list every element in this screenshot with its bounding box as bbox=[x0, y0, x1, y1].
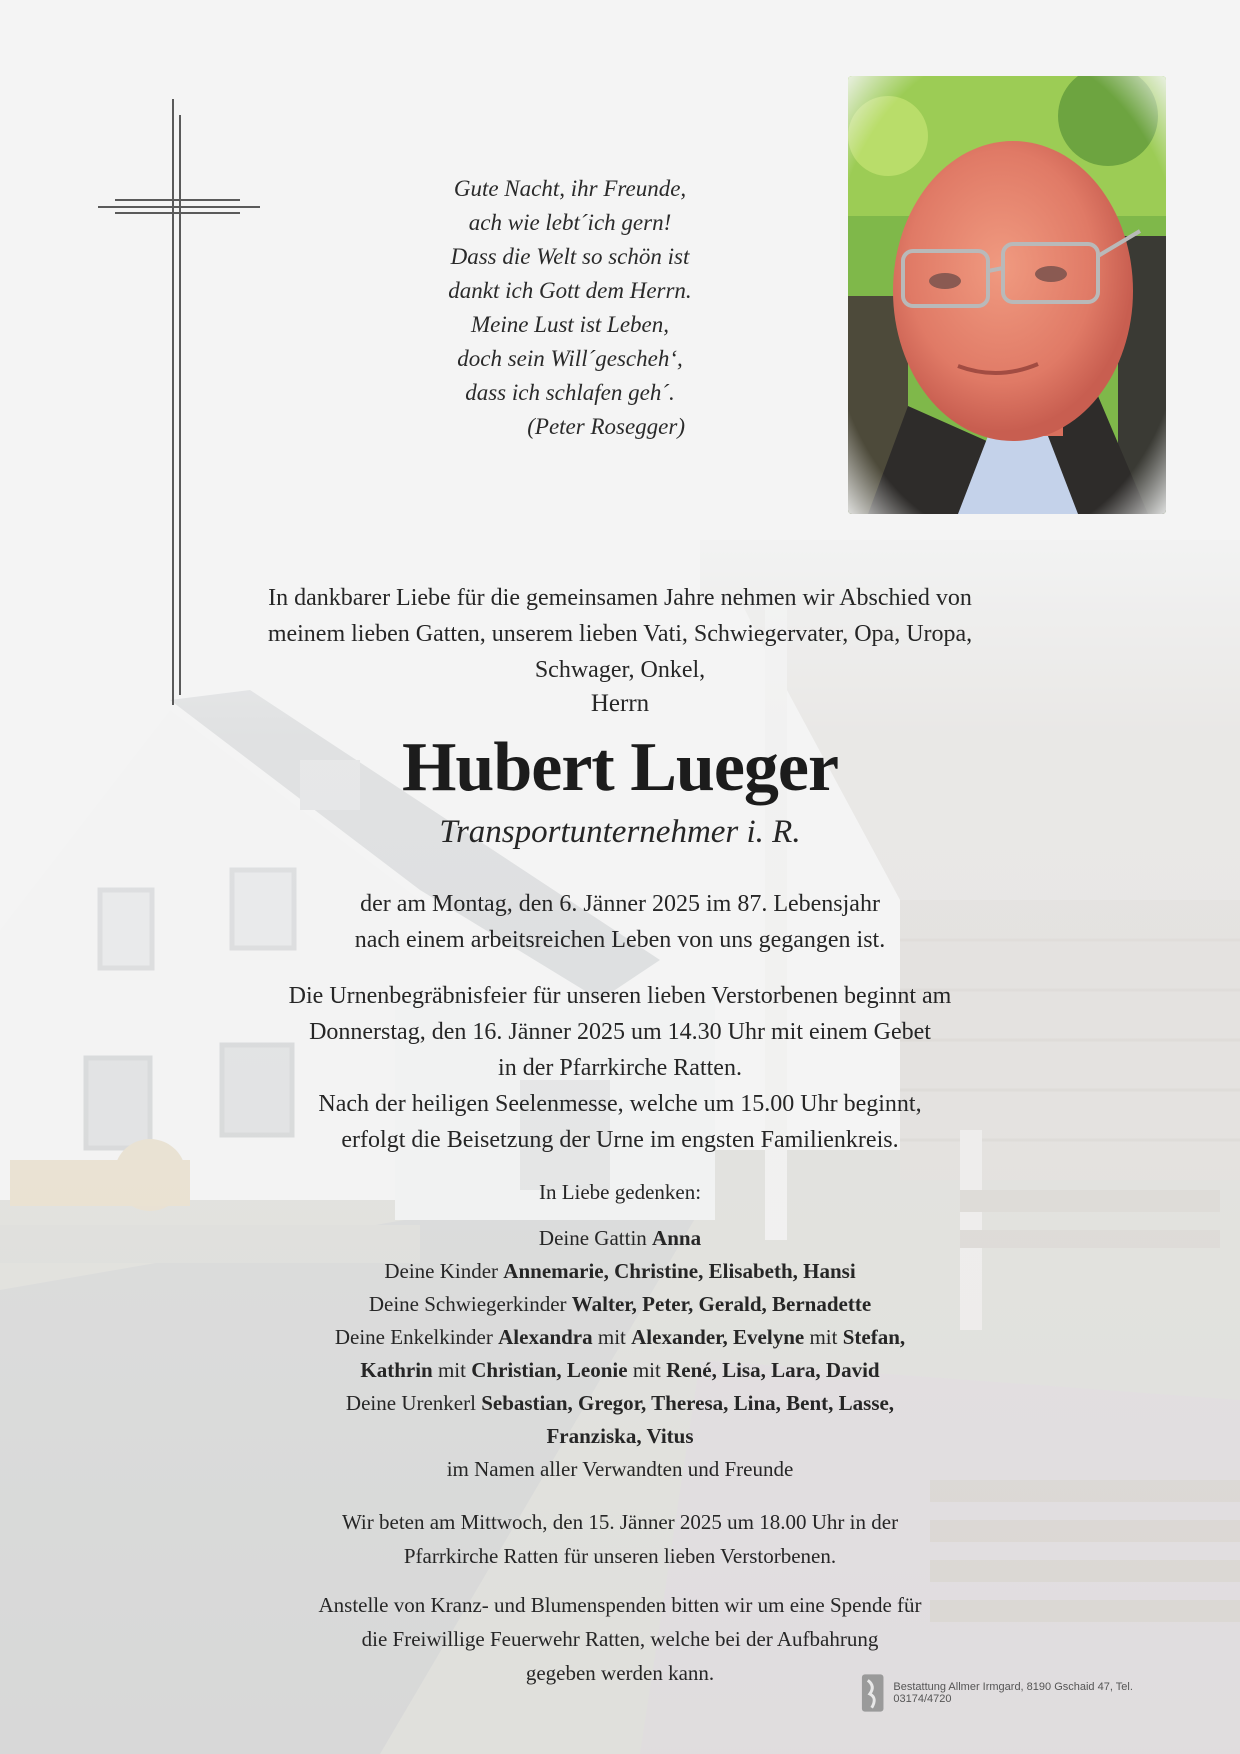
deceased-profession: Transportunternehmer i. R. bbox=[439, 814, 801, 850]
poem-line: Meine Lust ist Leben, bbox=[470, 312, 670, 337]
mourners-wife: Deine Gattin Anna bbox=[538, 1226, 702, 1250]
mourners-great-grandchildren: Deine Urenkerl Sebastian, Gregor, Theresa, Lina, Bent, Lasse, bbox=[345, 1391, 895, 1415]
prayer-line: Pfarrkirche Ratten für unseren lieben Verstorbenen. bbox=[403, 1544, 837, 1568]
mourners-grandchildren: Deine Enkelkinder Alexandra mit Alexander, Evelyne mit Stefan, bbox=[334, 1325, 906, 1349]
poem-line: Gute Nacht, ihr Freunde, bbox=[453, 176, 687, 201]
poem-line: dankt ich Gott dem Herrn. bbox=[448, 278, 692, 303]
donation-line: die Freiwillige Feuerwehr Ratten, welche bei der Aufbahrung bbox=[361, 1627, 879, 1651]
mourners-closing: im Namen aller Verwandten und Freunde bbox=[446, 1457, 794, 1481]
undertaker-info: Bestattung Allmer Irmgard, 8190 Gschaid 47, Tel. 03174/4720 bbox=[893, 1681, 1133, 1705]
portrait-photo bbox=[848, 76, 1166, 514]
death-notice bbox=[240, 886, 1000, 958]
poem bbox=[380, 172, 760, 444]
funeral-line: in der Pfarrkirche Ratten. bbox=[498, 1055, 742, 1081]
donation-line: gegeben werden kann. bbox=[525, 1661, 715, 1685]
deceased-name: Hubert Lueger bbox=[401, 729, 839, 806]
funeral-line: Nach der heiligen Seelenmesse, welche um 15.00 Uhr beginnt, bbox=[318, 1091, 922, 1117]
poem-line: dass ich schlafen geh´. bbox=[465, 380, 675, 405]
mourners-great-grandchildren-cont: Franziska, Vitus bbox=[546, 1424, 694, 1448]
funeral-line: erfolgt die Beisetzung der Urne im engsten Familienkreis. bbox=[341, 1127, 899, 1153]
intro-line: In dankbarer Liebe für die gemeinsamen Jahre nehmen wir Abschied von bbox=[268, 585, 972, 611]
death-notice-line: der am Montag, den 6. Jänner 2025 im 87. Lebensjahr bbox=[360, 891, 880, 917]
poem-author: (Peter Rosegger) bbox=[527, 414, 685, 439]
undertaker-logo-icon bbox=[858, 1672, 887, 1714]
intro-line: meinem lieben Gatten, unserem lieben Vati, Schwiegervater, Opa, Uropa, bbox=[267, 621, 973, 647]
funeral-line: Die Urnenbegräbnisfeier für unseren lieben Verstorbenen beginnt am bbox=[288, 983, 952, 1009]
intro-line: Schwager, Onkel, bbox=[534, 657, 706, 683]
mourners-list bbox=[240, 1222, 1000, 1486]
funeral-details bbox=[240, 978, 1000, 1158]
undertaker-footer bbox=[858, 1672, 1188, 1714]
poem-line: ach wie lebt´ich gern! bbox=[468, 210, 672, 235]
donation-line: Anstelle von Kranz- und Blumenspenden bitten wir um eine Spende für bbox=[318, 1593, 922, 1617]
prayer-notice bbox=[240, 1505, 1000, 1573]
death-notice-line: nach einem arbeitsreichen Leben von uns gegangen ist. bbox=[354, 927, 886, 953]
poem-line: doch sein Will´gescheh‘, bbox=[457, 346, 683, 371]
intro-text bbox=[240, 580, 1000, 688]
mourners-grandchildren-cont: Kathrin mit Christian, Leonie mit René, Lisa, Lara, David bbox=[360, 1358, 880, 1382]
mourners-children: Deine Kinder Annemarie, Christine, Elisabeth, Hansi bbox=[384, 1259, 856, 1283]
funeral-line: Donnerstag, den 16. Jänner 2025 um 14.30 Uhr mit einem Gebet bbox=[309, 1019, 931, 1045]
salutation: Herrn bbox=[590, 690, 650, 717]
prayer-line: Wir beten am Mittwoch, den 15. Jänner 2025 um 18.00 Uhr in der bbox=[341, 1510, 899, 1534]
mourners-inlaws: Deine Schwiegerkinder Walter, Peter, Gerald, Bernadette bbox=[368, 1292, 872, 1316]
poem-line: Dass die Welt so schön ist bbox=[450, 244, 690, 269]
mourners-title: In Liebe gedenken: bbox=[538, 1180, 702, 1204]
